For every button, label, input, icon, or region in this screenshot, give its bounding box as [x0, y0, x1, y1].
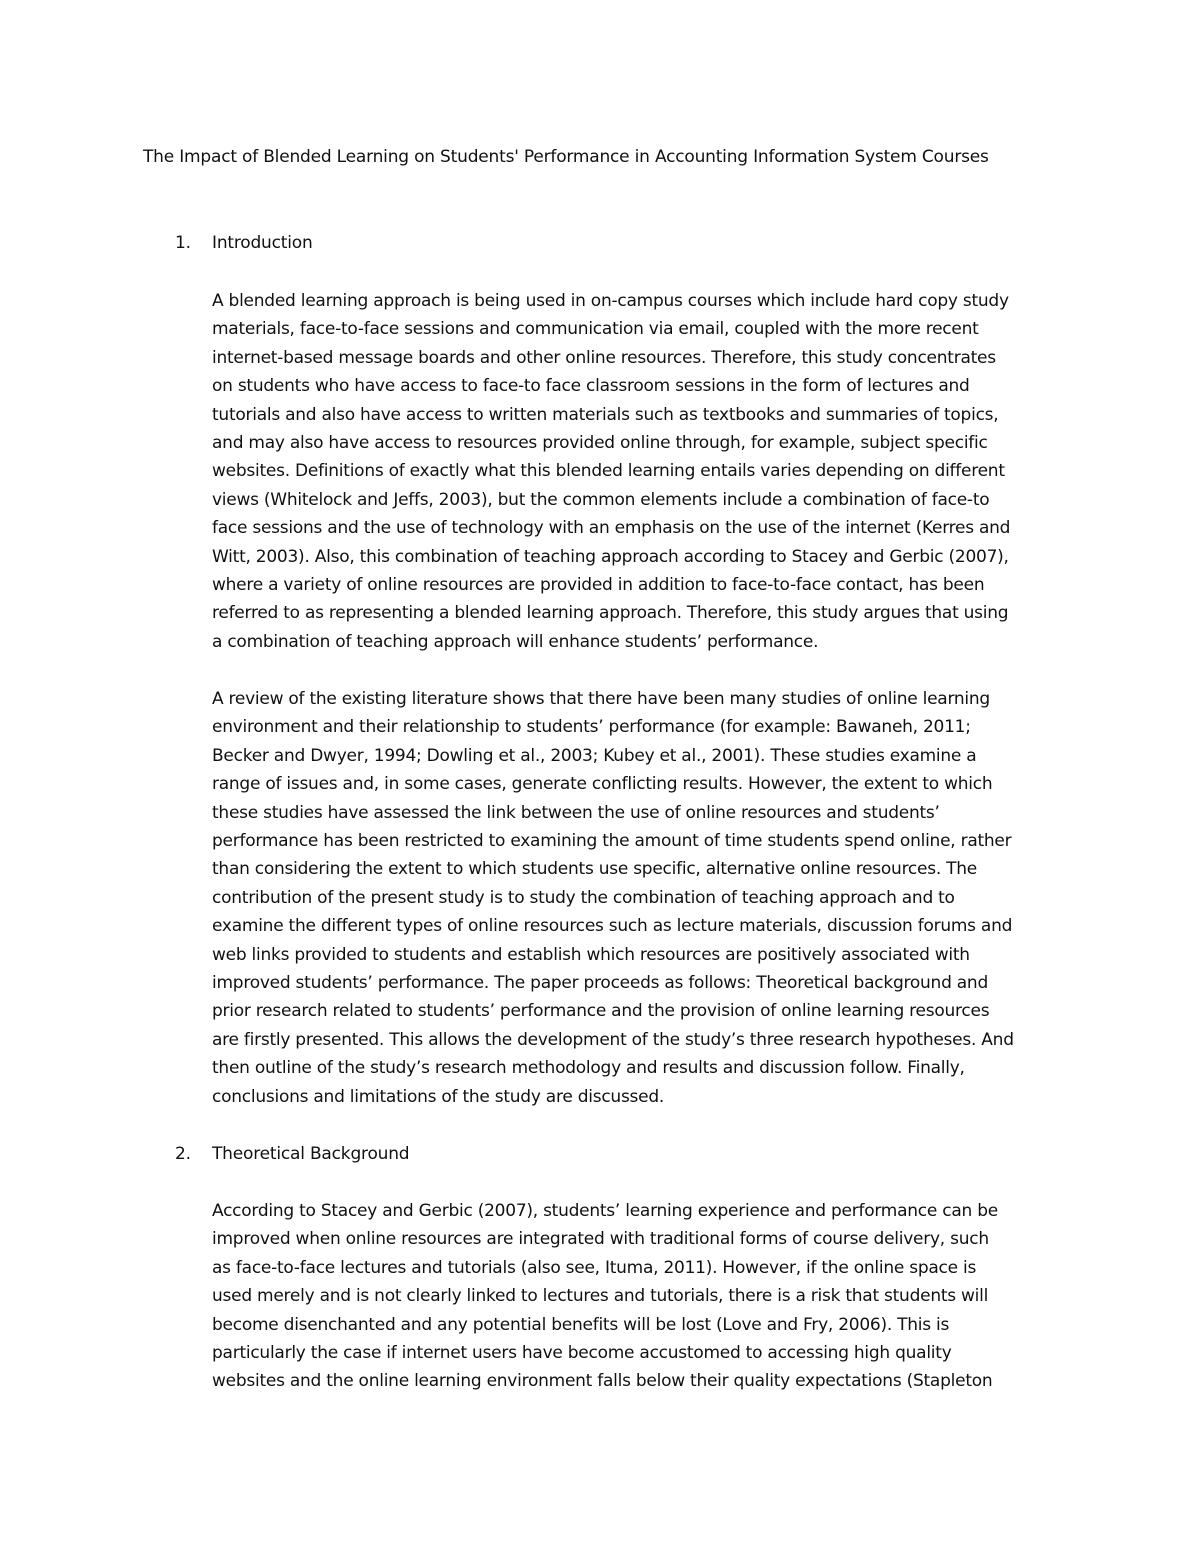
paragraph-line: websites. Definitions of exactly what this blended learning entails varies depending on different [212, 461, 1005, 482]
paragraph-line: According to Stacey and Gerbic (2007), students’ learning experience and performance can be [212, 1201, 998, 1221]
paragraph-line: conclusions and limitations of the study are discussed. [212, 1086, 665, 1107]
paragraph-line: websites and the online learning environment falls below their quality expectations (Stapleton [212, 1371, 993, 1392]
paragraph-line: Witt, 2003). Also, this combination of teaching approach according to Stacey and Gerbic (2007), [212, 546, 1009, 567]
paragraph-line: particularly the case if internet users have become accustomed to accessing high quality [212, 1343, 952, 1364]
paragraph-line: internet-based message boards and other online resources. Therefore, this study concentrates [212, 347, 996, 368]
paragraph-line: a combination of teaching approach will enhance students’ performance. [212, 631, 819, 652]
paragraph-line: performance has been restricted to examining the amount of time students spend online, rather [212, 831, 1012, 852]
paragraph-line: examine the different types of online resources such as lecture materials, discussion forums and [212, 916, 1013, 937]
paragraph-line: tutorials and also have access to written materials such as textbooks and summaries of topics, [212, 404, 999, 425]
section-number: 1. [175, 233, 191, 253]
paragraph-line: on students who have access to face-to face classroom sessions in the form of lectures and [212, 376, 970, 397]
paragraph-line: improved when online resources are integrated with traditional forms of course delivery, such [212, 1229, 989, 1250]
paragraph [212, 685, 1072, 1111]
paragraph-line: than considering the extent to which students use specific, alternative online resources. The [212, 859, 978, 880]
paragraph-line: materials, face-to-face sessions and communication via email, coupled with the more recent [212, 319, 979, 340]
paragraph-line: face sessions and the use of technology with an emphasis on the use of the internet (Kerres and [212, 518, 1011, 539]
section-number: 2. [175, 1144, 191, 1164]
section-heading-theoretical-background [175, 1140, 409, 1168]
paragraph-line: used merely and is not clearly linked to lectures and tutorials, there is a risk that students will [212, 1286, 989, 1307]
paragraph-line: are firstly presented. This allows the development of the study’s three research hypotheses. And [212, 1029, 1014, 1050]
paragraph-line: web links provided to students and establish which resources are positively associated with [212, 944, 970, 965]
section-title: Theoretical Background [212, 1144, 410, 1164]
paragraph-line: A blended learning approach is being used in on-campus courses which include hard copy study [212, 291, 1009, 311]
paragraph-line: referred to as representing a blended learning approach. Therefore, this study argues that using [212, 603, 1009, 624]
paragraph-line: then outline of the study’s research methodology and results and discussion follow. Finally, [212, 1058, 965, 1079]
section-title: Introduction [212, 233, 313, 253]
paragraph-line: improved students’ performance. The paper proceeds as follows: Theoretical background and [212, 973, 988, 994]
paragraph [212, 287, 1072, 656]
paragraph-line: as face-to-face lectures and tutorials (also see, Ituma, 2011). However, if the online space is [212, 1257, 977, 1278]
paragraph-line: become disenchanted and any potential benefits will be lost (Love and Fry, 2006). This is [212, 1314, 950, 1335]
paragraph-line: these studies have assessed the link between the use of online resources and students’ [212, 802, 940, 823]
paragraph-line: Becker and Dwyer, 1994; Dowling et al., 2003; Kubey et al., 2001). These studies examine a [212, 745, 977, 766]
paragraph-line: range of issues and, in some cases, generate conflicting results. However, the extent to which [212, 774, 993, 795]
paragraph-line: prior research related to students’ performance and the provision of online learning resources [212, 1001, 990, 1022]
paragraph-line: where a variety of online resources are provided in addition to face-to-face contact, has been [212, 575, 985, 596]
document-title: The Impact of Blended Learning on Students' Performance in Accounting Information System Courses [143, 147, 989, 167]
paragraph-line: A review of the existing literature shows that there have been many studies of online learning [212, 689, 990, 709]
paragraph-line: and may also have access to resources provided online through, for example, subject specific [212, 433, 988, 454]
section-heading-introduction [175, 229, 313, 257]
paragraph-line: environment and their relationship to students’ performance (for example: Bawaneh, 2011; [212, 717, 971, 738]
paragraph-line: contribution of the present study is to study the combination of teaching approach and to [212, 887, 955, 908]
paragraph-line: views (Whitelock and Jeffs, 2003), but the common elements include a combination of face-to [212, 489, 990, 510]
paragraph [212, 1197, 1072, 1396]
